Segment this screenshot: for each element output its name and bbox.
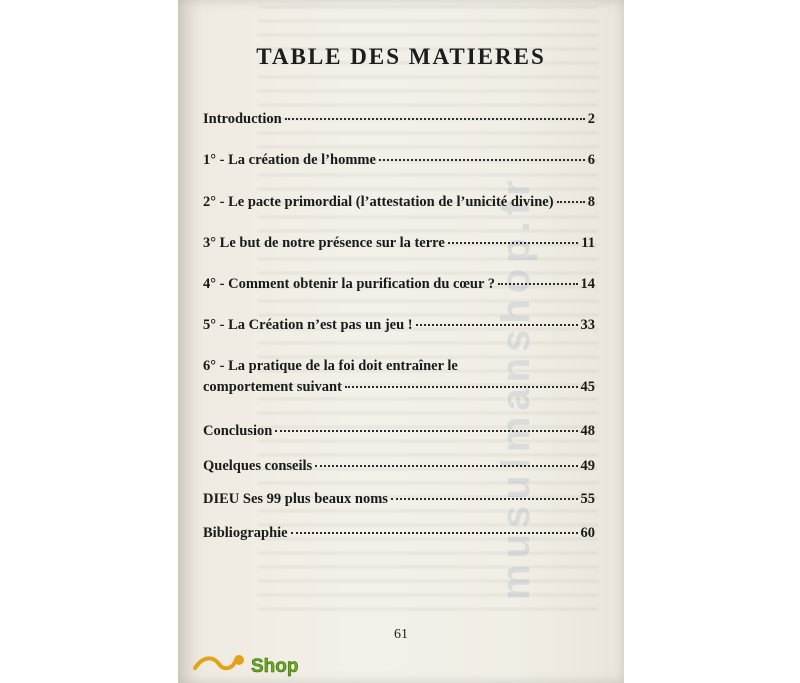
dot-leader [557,201,585,203]
dot-leader [275,430,577,432]
toc-entry-page: 2 [587,111,595,127]
toc-entry-label: 1° - La création de l’homme [203,152,376,168]
toc-entry [203,456,595,477]
toc-entry-page: 14 [580,276,595,292]
book-page [178,0,624,683]
watermark: musulmanshop.fr [494,174,538,600]
toc-entry [203,421,595,442]
toc-entry-page: 33 [580,317,595,333]
toc-entry-label: 3° Le but de notre présence sur la terre [203,235,445,251]
dot-leader [345,386,578,388]
logo-text: Shop [251,656,299,677]
toc-entry [203,150,595,171]
dot-leader [285,118,585,120]
toc-entry [203,489,595,510]
toc-entry [203,109,595,130]
toc-entry-label: 4° - Comment obtenir la purification du cœur ? [203,276,496,292]
toc-entry [203,523,595,544]
toc-entry-page: 49 [580,458,595,474]
toc-entry-page: 48 [580,423,595,439]
toc-entry-page: 55 [580,491,595,507]
sun-swirl-logo [193,648,313,678]
dot-leader [498,283,577,285]
toc-entry-label: Introduction [203,111,282,127]
dot-leader [315,465,577,467]
dot-leader [416,324,578,326]
toc-entry [203,233,595,254]
toc-entry-label: Conclusion [203,423,273,439]
toc-entry-label: 2° - Le pacte primordial (l’attestation de l’unicité divine) [203,194,554,210]
toc-entry-label: 5° - La Création n’est pas un jeu ! [203,317,413,333]
toc-entry [203,274,595,295]
toc-entry-label-line1: 6° - La pratique de la foi doit entraîner le [203,358,458,374]
page-title: TABLE DES MATIERES [256,44,546,69]
toc-entry-page: 60 [580,525,595,541]
toc-entry [203,356,595,398]
toc-entry [203,315,595,336]
toc-entry-page: 6 [587,152,595,168]
toc-entry-label: DIEU Ses 99 plus beaux noms [203,491,388,507]
toc-entry-page: 11 [581,235,595,251]
dot-leader [291,532,578,534]
toc-entry-label: Quelques conseils [203,458,313,474]
toc-entry-page: 45 [580,379,595,395]
dot-leader [379,159,585,161]
page-number: 61 [394,627,408,642]
toc-entry [203,192,595,213]
dot-leader [448,242,579,244]
toc-entry-label: Bibliographie [203,525,288,541]
toc-entry-label: comportement suivant [203,379,342,395]
dot-leader [391,498,578,500]
toc-entry-page: 8 [587,194,595,210]
